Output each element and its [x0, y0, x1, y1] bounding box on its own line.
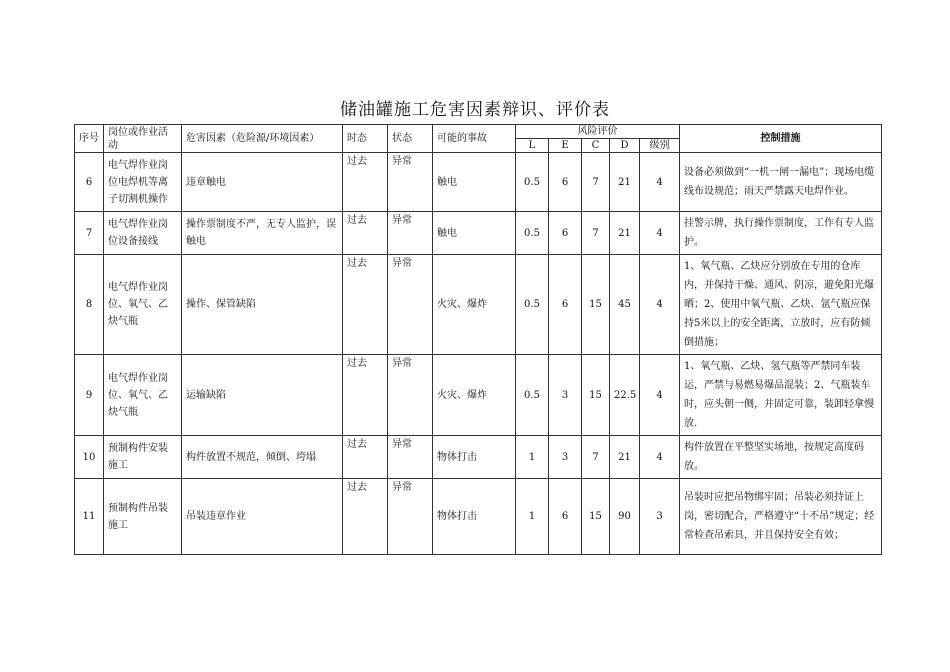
table-row — [75, 255, 882, 355]
row-no: 11 — [75, 479, 104, 555]
row-C: 7 — [582, 153, 610, 212]
row-D: 45 — [610, 255, 640, 355]
header-E: E — [549, 139, 582, 153]
header-no: 序号 — [75, 125, 104, 153]
row-tense: 过去 — [343, 255, 388, 355]
row-accident: 火灾、爆炸 — [433, 355, 516, 436]
header-D: D — [610, 139, 640, 153]
header-risk: 风险评价 — [516, 125, 680, 139]
row-E: 6 — [549, 212, 582, 255]
row-accident: 触电 — [433, 212, 516, 255]
row-tense: 过去 — [343, 212, 388, 255]
row-level: 4 — [640, 255, 680, 355]
row-L: 1 — [516, 479, 549, 555]
row-D: 21 — [610, 212, 640, 255]
row-state: 异常 — [388, 212, 433, 255]
row-E: 6 — [549, 153, 582, 212]
header-control: 控制措施 — [680, 125, 882, 153]
row-L: 0.5 — [516, 153, 549, 212]
row-level: 4 — [640, 212, 680, 255]
row-hazard: 构件放置不规范，倾倒、垮塌 — [182, 436, 343, 479]
row-hazard: 操作、保管缺陷 — [182, 255, 343, 355]
row-L: 1 — [516, 436, 549, 479]
row-state: 异常 — [388, 255, 433, 355]
row-control: 吊装时应把吊物绑牢固；吊装必须持证上岗，密切配合，严格遵守“十不吊”规定；经常检查吊索具，并且保持安全有效； — [680, 479, 882, 555]
row-C: 15 — [582, 355, 610, 436]
header-level: 级别 — [640, 139, 680, 153]
row-level: 4 — [640, 355, 680, 436]
row-hazard: 操作票制度不严，无专人监护，误触电 — [182, 212, 343, 255]
row-E: 3 — [549, 436, 582, 479]
row-activity: 电气焊作业岗位设备接线 — [104, 212, 182, 255]
row-D: 90 — [610, 479, 640, 555]
table-row — [75, 212, 882, 255]
row-E: 6 — [549, 479, 582, 555]
row-hazard: 违章触电 — [182, 153, 343, 212]
row-control: 构件放置在平整坚实场地，按规定高度码放。 — [680, 436, 882, 479]
header-activity: 岗位或作业活动 — [104, 125, 182, 153]
table-row — [75, 355, 882, 436]
row-C: 15 — [582, 255, 610, 355]
header-tense: 时态 — [343, 125, 388, 153]
row-activity: 预制构件安装施工 — [104, 436, 182, 479]
table-row — [75, 436, 882, 479]
header-L: L — [516, 139, 549, 153]
row-state: 异常 — [388, 355, 433, 436]
row-L: 0.5 — [516, 255, 549, 355]
row-tense: 过去 — [343, 436, 388, 479]
row-E: 3 — [549, 355, 582, 436]
row-state: 异常 — [388, 436, 433, 479]
row-D: 21 — [610, 153, 640, 212]
header-C: C — [582, 139, 610, 153]
row-L: 0.5 — [516, 355, 549, 436]
row-hazard: 吊装违章作业 — [182, 479, 343, 555]
header-hazard: 危害因素（危险源/环境因素） — [182, 125, 343, 153]
row-accident: 火灾、爆炸 — [433, 255, 516, 355]
table-row — [75, 153, 882, 212]
row-control: 挂警示牌，执行操作票制度，工作有专人监护。 — [680, 212, 882, 255]
header-state: 状态 — [388, 125, 433, 153]
row-activity: 电气焊作业岗位电焊机等离子切割机操作 — [104, 153, 182, 212]
row-accident: 触电 — [433, 153, 516, 212]
row-accident: 物体打击 — [433, 479, 516, 555]
row-L: 0.5 — [516, 212, 549, 255]
page-title: 储油罐施工危害因素辩识、评价表 — [340, 100, 610, 120]
header-row — [75, 125, 882, 139]
row-no: 10 — [75, 436, 104, 479]
row-control: 1、氧气瓶、乙炔、氢气瓶等严禁同车装运，严禁与易燃易爆品混装；2、气瓶装车时，应头朝一侧，并固定可靠，装卸轻拿慢放. — [680, 355, 882, 436]
table-row — [75, 479, 882, 555]
row-level: 4 — [640, 436, 680, 479]
row-no: 6 — [75, 153, 104, 212]
row-E: 6 — [549, 255, 582, 355]
row-tense: 过去 — [343, 479, 388, 555]
row-C: 7 — [582, 212, 610, 255]
row-control: 1、氧气瓶、乙炔应分别放在专用的仓库内，并保持干燥、通风、阴凉，避免阳光爆晒；2、使用中氧气瓶、乙炔、氩气瓶应保持5米以上的安全距离，立放时，应有防倾倒措施； — [680, 255, 882, 355]
row-D: 22.5 — [610, 355, 640, 436]
row-D: 21 — [610, 436, 640, 479]
row-hazard: 运输缺陷 — [182, 355, 343, 436]
row-tense: 过去 — [343, 153, 388, 212]
row-no: 7 — [75, 212, 104, 255]
row-no: 8 — [75, 255, 104, 355]
row-accident: 物体打击 — [433, 436, 516, 479]
row-state: 异常 — [388, 479, 433, 555]
row-state: 异常 — [388, 153, 433, 212]
row-activity: 电气焊作业岗位、氧气、乙炔气瓶 — [104, 255, 182, 355]
row-activity: 预制构件吊装施工 — [104, 479, 182, 555]
row-control: 设备必须做到“一机一闸一漏电”；现场电缆线布设规范；雨天严禁露天电焊作业。 — [680, 153, 882, 212]
row-C: 7 — [582, 436, 610, 479]
row-no: 9 — [75, 355, 104, 436]
row-level: 4 — [640, 153, 680, 212]
row-C: 15 — [582, 479, 610, 555]
row-level: 3 — [640, 479, 680, 555]
row-tense: 过去 — [343, 355, 388, 436]
header-accident: 可能的事故 — [433, 125, 516, 153]
hazard-table — [74, 124, 882, 555]
row-activity: 电气焊作业岗位、氧气、乙炔气瓶 — [104, 355, 182, 436]
